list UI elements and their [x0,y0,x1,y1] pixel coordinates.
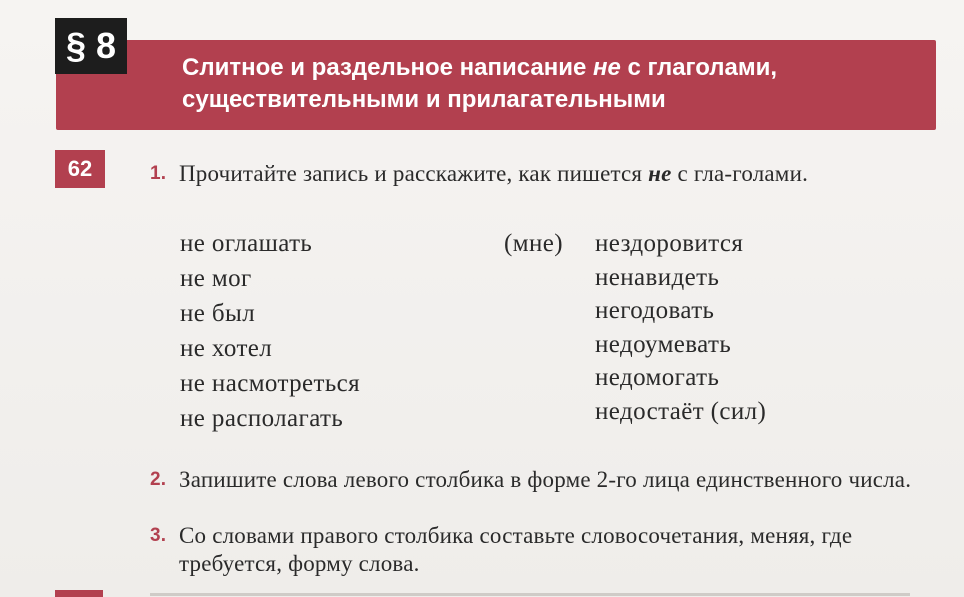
word-item [504,328,766,362]
word-text: нездоровится [595,230,744,257]
task-1 [150,160,935,188]
word-item [504,395,766,429]
word-item: не оглашать [180,230,313,257]
word-item: не хотел [180,335,273,362]
section-title [182,52,922,116]
word-text: ненавидеть [595,263,720,291]
word-prefix: (мне) [504,230,563,257]
section-title-part: с глаголами, [620,54,778,81]
next-text-edge [150,593,910,596]
task-number: 3. [150,525,167,546]
left-word-column [180,226,360,436]
task-2 [150,466,935,494]
right-word-column [504,227,766,428]
section-number-badge: § 8 [55,18,127,74]
task-number: 2. [150,469,167,490]
word-item: не насмотреться [180,370,361,397]
word-text: недоумевать [595,330,732,358]
word-item: не был [180,300,256,327]
task-text-emphasis: не [648,161,672,186]
word-item: не мог [180,265,252,292]
word-text: недостаёт (сил) [595,397,767,425]
task-text-part: с гла-голами. [671,161,809,186]
task-text: Со словами правого столбика составьте словосочетания, меняя, где требуется, форму слова. [179,523,853,576]
word-text: негодовать [595,297,715,324]
word-item [504,261,766,295]
word-item: не располагать [180,405,344,432]
word-text: недомогать [595,364,720,391]
section-title-emphasis: не [593,54,621,81]
task-text [179,160,935,188]
task-text: Запишите слова левого столбика в форме 2-го лица единственного числа. [179,467,912,492]
exercise-number-badge: 62 [55,150,105,188]
next-exercise-badge-edge [55,590,103,597]
task-3 [150,522,935,578]
word-item [504,361,766,395]
task-text-part: Прочитайте запись и расскажите, как пишется [179,161,649,186]
word-item [504,227,766,261]
section-title-line2: существительными и прилагательными [182,86,666,113]
word-item [504,294,766,328]
task-number: 1. [150,163,167,184]
section-title-part: Слитное и раздельное написание [182,54,594,81]
